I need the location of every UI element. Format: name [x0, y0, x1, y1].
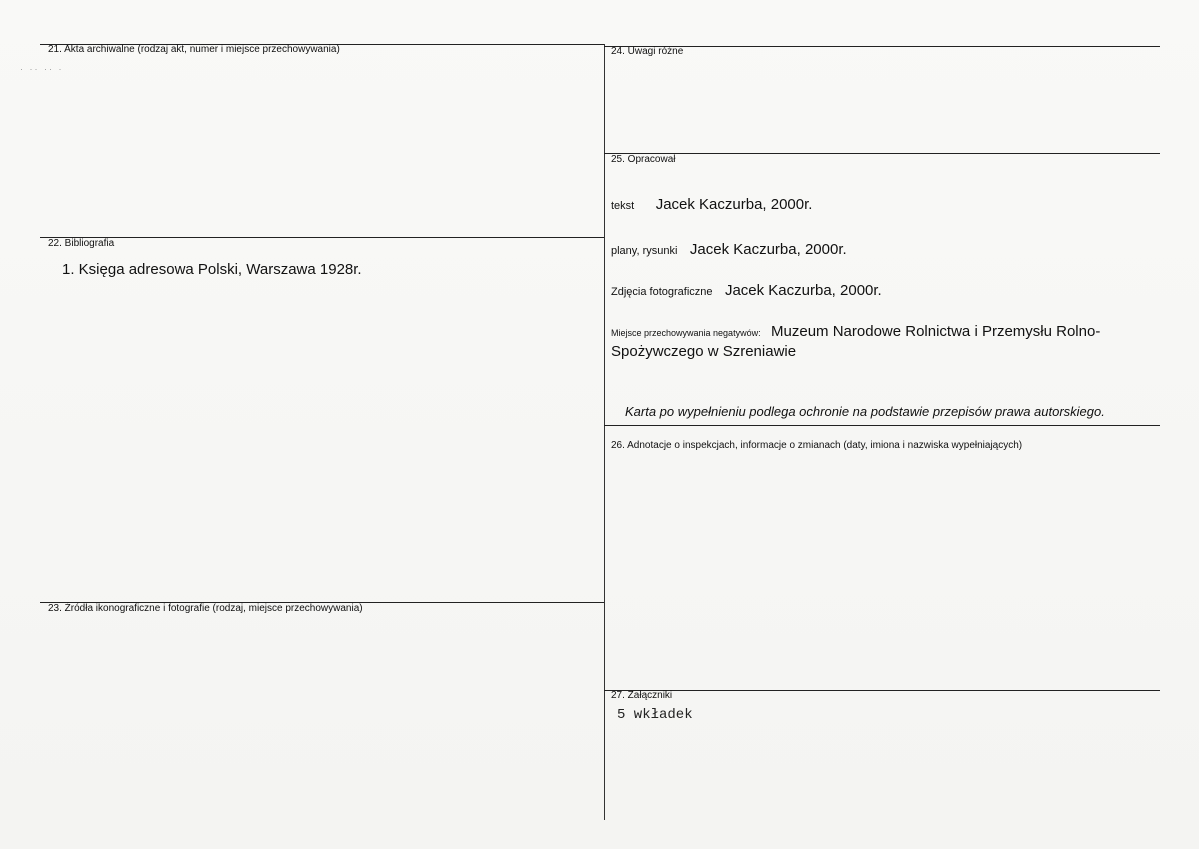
attachments-value: 5 wkładek — [617, 707, 693, 723]
column-divider — [604, 44, 605, 820]
negatywy-row — [611, 323, 1100, 341]
tekst-label: tekst — [611, 200, 635, 212]
zdjecia-value: Jacek Kaczurba, 2000r. — [724, 282, 882, 299]
section-27-label: 27. Załączniki — [611, 690, 673, 701]
negatywy-label: Miejsce przechowywania negatywów: — [611, 328, 761, 338]
divider-22 — [40, 237, 604, 238]
bibliography-item: 1. Księga adresowa Polski, Warszawa 1928r. — [62, 261, 362, 278]
tekst-value: Jacek Kaczurba, 2000r. — [655, 196, 813, 213]
scan-artifact: · ·· ·· · — [20, 64, 64, 74]
divider-24 — [604, 46, 1160, 47]
divider-25 — [604, 153, 1160, 154]
divider-26 — [604, 425, 1160, 426]
section-24-label: 24. Uwagi różne — [611, 46, 684, 57]
section-21-label: 21. Akta archiwalne (rodzaj akt, numer i miejsce przechowywania) — [48, 44, 340, 55]
plany-value: Jacek Kaczurba, 2000r. — [689, 241, 847, 258]
tekst-row — [611, 196, 812, 214]
plany-label: plany, rysunki — [611, 245, 678, 257]
zdjecia-label: Zdjęcia fotograficzne — [611, 286, 713, 298]
zdjecia-row — [611, 282, 882, 300]
negatywy-value-line1: Muzeum Narodowe Rolnictwa i Przemysłu Rolno- — [771, 323, 1101, 340]
section-26-label: 26. Adnotacje o inspekcjach, informacje o zmianach (daty, imiona i nazwiska wypełniających) — [611, 440, 1023, 451]
section-25-label: 25. Opracował — [611, 154, 676, 165]
plany-row — [611, 241, 847, 259]
section-22-label: 22. Bibliografia — [48, 238, 115, 249]
divider-27 — [604, 690, 1160, 691]
section-23-label: 23. Źródła ikonograficzne i fotografie (rodzaj, miejsce przechowywania) — [48, 603, 363, 614]
copyright-note: Karta po wypełnieniu podlega ochronie na podstawie przepisów prawa autorskiego. — [625, 404, 1105, 419]
negatywy-value-line2: Spożywczego w Szreniawie — [611, 343, 797, 360]
